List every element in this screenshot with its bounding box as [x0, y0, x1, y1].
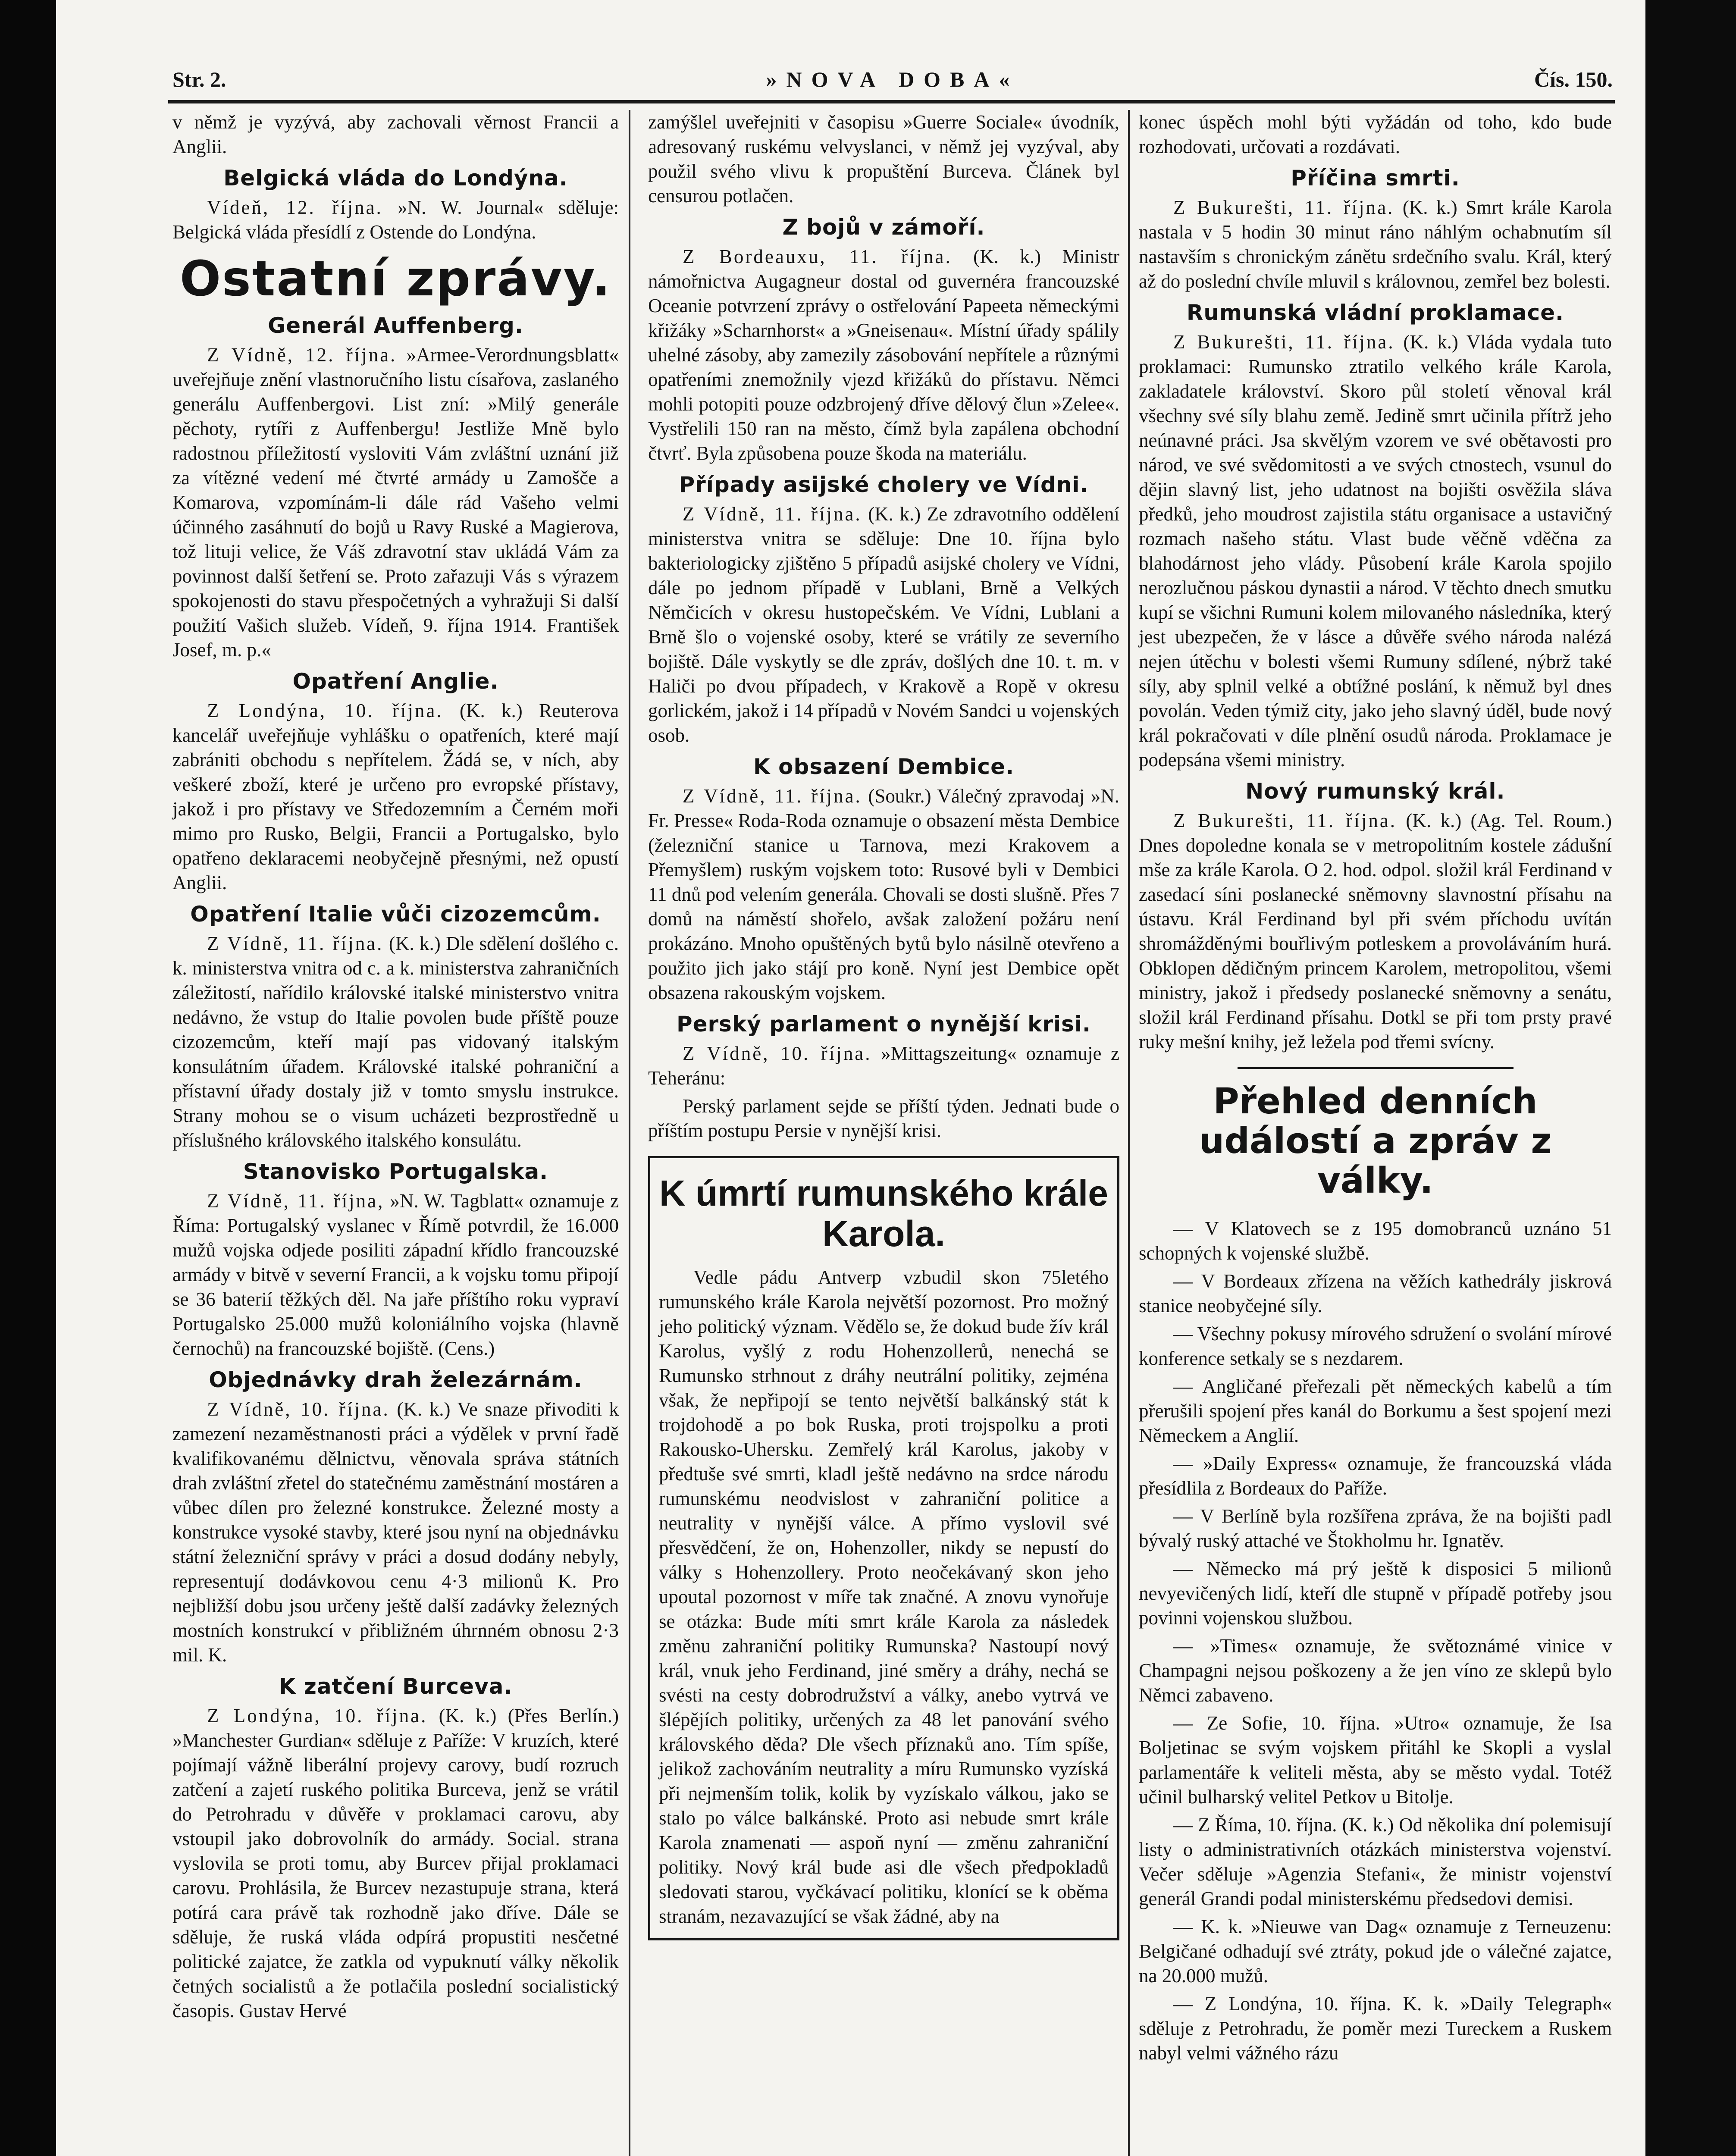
article-text: Z Vídně, 12. října. »Armee-Verordnungsblatt« uveřejňuje znění vlastnoručního listu císařova, zaslaného generálu Auffenbergovi. List zní: »Milý generále pěchoty, rytíři z Auffenbergu! Jestliže Mně bylo radostnou příležitostí vysloviti Vám zvláštní uznání již za vítězné vedení mé čtvrté armády u Zamošče a Komarova, vzpomínám-li dále rád Vašeho velmi účinného zasáhnutí do bojů u Ravy Ruské a Magierova, tož lituji velice, že Váš zdravotní stav ukládá Vám za povinnost další šetření se. Proto zařazuji Vás s výrazem spokojenosti do stavu přespočetných a vyhražuji Si další použití Vašich služeb. Vídeň, 9. října 1914. František Josef, m. p.« [172, 344, 619, 661]
dateline: Z Vídně, 10. října. [207, 1398, 390, 1420]
article-heading: Nový rumunský král. [1245, 779, 1505, 804]
article-text: Z Vídně, 11. října. (K. k.) Dle sdělení došlého c. k. ministerstva vnitra od c. a k. ministerstva zahraničních záležitostí, nařídilo královské italské ministerstvo vnitra nedávno, že vstup do Italie povolen bude příště pouze cizozemcům, kteří mají pas vidovaný italským konsulátním úřadem. Královské italské pohraniční a přístavní úřady dostaly již v tomto smyslu instrukce. Strany mohou se o visum ucházeti bezprostředně u příslušného královského italského konsulátu. [172, 933, 619, 1151]
article-text: Z Vídně, 11. října. (Soukr.) Válečný zpravodaj »N. Fr. Presse« Roda-Roda oznamuje o obsazení města Dembice (železniční stanice u Tarnova, mezi Krakovem a Přemyšlem) ruským vojskem toto: Rusové byli v Dembici 11 dnů pod velením generála. Chovali se dosti slušně. Přes 7 domů na náměstí shořelo, avšak založení požáru není prokázáno. Mnoho opuštěných bytů bylo násilně otevřeno a použito jich jako stájí pro koně. Nyní jest Dembice opět obsazena rakouským vojskem. [648, 785, 1119, 1003]
news-item: — »Daily Express« oznamuje, že francouzská vláda přesídlila z Bordeaux do Paříže. [1139, 1453, 1612, 1499]
header-rule [168, 100, 1615, 103]
newspaper-title: »NOVA DOBA« [766, 67, 1019, 91]
section-title: Přehled denních událostí a zpráv z války. [1199, 1081, 1552, 1201]
dateline: Z Vídně, 11. října. [683, 503, 862, 525]
dateline: Z Bordeauxu, 11. října. [683, 246, 952, 267]
feature-article-box [648, 1156, 1119, 1940]
article-continuation: zamýšlel uveřejniti v časopisu »Guerre Sociale« úvodník, adresovaný ruskému velvyslanci, v němž jej vyzýval, aby použil svého vlivu k propuštění Burceva. Článek byl censurou potlačen. [648, 111, 1119, 207]
column-divider [629, 110, 630, 2156]
article-text: Vedle pádu Antverp vzbudil skon 75letého rumunského krále Karola největší pozornost. Pro možný jeho politický význam. Vědělo se, že dokud bude žív král Karolus, vyšlý z rodu Hohenzollerů, nenechá se Rumunsko strhnout z dráhy neutrální politiky, zejména však, že nepřipojí se tento největší balkánský stát k trojdohodě a po bok Ruska, proti trojspolku a proti Rakousko-Uhersku. Zemřelý král Karolus, jakoby v předtuše své smrti, kladl ještě nedávno na srdce národu rumunskému neodvislost v zahraniční politice a neutrality v nynější válce. A přímo vyslovil své přesvědčení, že on, Hohenzoller, nikdy se nepustí do války s Hohenzollery. Proto neočekávaný skon jeho upoutal pozornost v míře tak značné. A znovu vynořuje se otázka: Bude míti smrt krále Karola za následek změnu zahraniční politiky Rumunska? Nastoupí nový král, vnuk jeho Ferdinand, jiné směry a dráhy, nechá se svésti na cesty dobrodružství a války, anebo vytrvá ve šlépějích politiky, určených za 48 let panování svého královského děda? Dle všech příznaků ano. Tím spíše, jelikož zachováním neutrality a míru Rumunsko vyzíská při nejmenším tolik, kolik by vyzískalo válkou, jako se stalo po válce balkánské. Proto asi nebude smrt krále Karola znamenati — aspoň nyní — změnu zahraniční politiky. Nový král bude asi dle všech předpokladů sledovati starou, vyčkávací politiku, klonící se k oběma stranám, nezavazující se však žádné, aby na [659, 1266, 1109, 1927]
article-text: Z Vídně, 10. října. »Mittagszeitung« oznamuje z Teheránu: [648, 1043, 1119, 1089]
article-heading: Objednávky drah železárnám. [209, 1367, 583, 1392]
article-text: Z Vídně, 11. října. (K. k.) Ze zdravotního oddělení ministerstva vnitra se sděluje: Dne 10. října bylo bakteriologicky zjištěno 5 případů asijské cholery ve Vídni, dále po jednom případě v Lublani, Brně a Velkých Němčicích v okresu hustopečském. Ve Vídni, Lublani a Brně šlo o vojenské osoby, které se vrátily ze severního bojiště. Dále vyskytly se dle zpráv, došlých dne 10. t. m. v Haliči po dvou případech, v Krakově a Ropě v okresu gorlickém, jakož i 14 případů v Novém Sandci u vojenských osob. [648, 503, 1119, 746]
column-divider [1128, 110, 1130, 2156]
article-continuation: v němž je vyzývá, aby zachovali věrnost Francii a Anglii. [172, 111, 619, 157]
dateline: Z Londýna, 10. října. [207, 1705, 428, 1727]
article-text: Z Bukurešti, 11. října. (K. k.) Vláda vydala tuto proklamaci: Rumunsko ztratilo velkého krále Karola, zakladatele království. Skoro půl století věnoval král všechny své síly blahu země. Jedině smrt učinila přítrž jeho neúnavné práci. Jsa skvělým vzorem ve své obětavosti pro národ, ve své svědomitosti a ve svých ctnostech, vsunul do dějin slavný list, jeho udatnost na bojišti osvěžila sláva předků, jeho moudrost zajistila státu organisace a ustavičný rozmach našeho státu. Vlast bude věčně vděčna za blahodárnost jeho vlády. Působení krále Karola spojilo nerozlučnou páskou dynastii a národ. V těchto dnech smutku kupí se všichni Rumuni kolem milovaného následníka, který jest ubezpečen, že v lásce a důvěře svého národa nalézá nejen útěchu v bolesti všemi Rumuny sdílené, nýbrž také síly, aby splnil velké a obtížné poslání, k němuž byl dnes povolán. Veden týmiž city, jako jeho slavný úděl, bude nový král pokračovati v díle plnění osudů národa. Proklamace je podepsána všemi ministry. [1139, 331, 1612, 771]
article-text: Z Bordeauxu, 11. října. (K. k.) Ministr námořnictva Augagneur dostal od guvernéra francouzské Oceanie potvrzení zprávy o ostřelování Papeeta německými křižáky »Scharnhorst« a »Gneisenau«. Místní úřady spálily uhelné zásoby, aby zamezily zásobování nepřítele a různými opatřeními znemožnily vjezd křižáků do přístavu. Němci mohli potopiti pouze odzbrojený dříve dělový člun »Zelee«. Vystřelili 150 ran na město, čímž byla zapálena obchodní čtvrť. Byla způsobena pouze škoda na materiálu. [648, 246, 1119, 464]
article-heading: Stanovisko Portugalska. [243, 1159, 548, 1184]
page-header [172, 67, 1613, 97]
article-text: Vídeň, 12. října. »N. W. Journal« sděluje: Belgická vláda přesídlí z Ostende do Londýna. [172, 197, 619, 243]
news-item: — K. k. »Nieuwe van Dag« oznamuje z Terneuzenu: Belgičané odhadují své ztráty, pokud jde o válečné zajatce, na 20.000 mužů. [1139, 1916, 1612, 1987]
article-heading: Z bojů v zámoří. [782, 215, 985, 240]
article-heading: K zatčení Burceva. [279, 1674, 513, 1699]
dateline: Z Vídně, 11. října, [207, 1190, 385, 1212]
article-continuation: konec úspěch mohl býti vyžádán od toho, kdo bude rozhodovati, určovati a rozdávati. [1139, 111, 1612, 157]
dateline: Z Vídně, 11. října. [207, 933, 384, 954]
article-text: Perský parlament sejde se příští týden. Jednati bude o příštím postupu Persie v nynější krisi. [648, 1095, 1119, 1141]
news-item: — Z Londýna, 10. října. K. k. »Daily Telegraph« sděluje z Petrohradu, že poměr mezi Tureckem a Ruskem nabyl velmi vážného rázu [1139, 1993, 1612, 2064]
column-2 [648, 110, 1119, 1949]
page-number: Str. 2. [172, 67, 226, 91]
dateline: Z Vídně, 11. října. [683, 785, 862, 807]
column-1 [172, 110, 619, 2027]
article-heading: Příčina smrti. [1291, 166, 1460, 191]
section-divider [1238, 1067, 1514, 1069]
dateline: Vídeň, 12. října. [207, 197, 383, 218]
article-heading: Generál Auffenberg. [268, 313, 523, 338]
article-text: Z Vídně, 11. října, »N. W. Tagblatt« oznamuje z Říma: Portugalský vyslanec v Římě potvrdil, že 16.000 mužů vojska odjede posiliti západní křídlo francouzské armády v bitvě v severní Francii, a k vojsku tomu připojí se 36 baterií těžkých děl. Na jaře příštího roku vypraví Portugalsko 25.000 mužů koloniálního vojska (hlavně černochů) na francouzské bojiště. (Cens.) [172, 1190, 619, 1359]
article-text: Z Londýna, 10. října. (K. k.) Reuterova kancelář uveřejňuje vyhlášku o opatřeních, které mají zabrániti obchodu s nepřítelem. Žádá se, v ních, aby veškeré zboží, které je určeno pro evropské přístavy, jakož i pro přístavy ve Středozemním a Černém moři mimo pro Rusko, Belgii, Francii a Portugalsko, bylo opatřeno deklaracemi neobyčejně přesnými, než opustí Anglii. [172, 700, 619, 893]
article-heading: Belgická vláda do Londýna. [223, 166, 568, 191]
dateline: Z Londýna, 10. října. [207, 700, 443, 721]
news-item: — Z Říma, 10. října. (K. k.) Od několika dní polemisují listy o administrativních otázkách ministerstva vojenství. Večer sděluje »Agenzia Stefani«, že ministr vojenství generál Grandi podal ministerskému předsedovi demisi. [1139, 1814, 1612, 1909]
article-heading: Opatření Anglie. [292, 669, 499, 694]
dateline: Z Vídně, 12. října. [207, 344, 397, 366]
feature-title: K úmrtí rumunského krále Karola. [659, 1173, 1108, 1254]
news-item: — V Klatovech se z 195 domobranců uznáno 51 schopných k vojenské službě. [1139, 1218, 1612, 1264]
section-title: Ostatní zprávy. [179, 251, 612, 307]
article-heading: K obsazení Dembice. [753, 754, 1014, 779]
article-text: Z Vídně, 10. října. (K. k.) Ve snaze přivoditi k zamezení nezaměstnanosti práci a výdělek v první řadě kvalifikovanému dělnictvu, věnovala správa státních drah zvláštní zřetel do statečnému zaměstnání mostáren a vůbec dílen pro železné konstrukce. Železné mosty a konstrukce vysoké stavby, které jsou nyní na objednávku státní železniční správy v práci a dosud dodány nebyly, representují dodávkovou cenu 4·3 milionů K. Pro nejbližší dobu jsou určeny ještě další zadávky železných mostních konstrukcí v přibližném úhrnném obnosu 2·3 mil. K. [172, 1398, 619, 1666]
news-item: — Angličané přeřezali pět německých kabelů a tím přerušili spojení přes kanál do Borkumu a šest spojení mezi Německem a Anglií. [1139, 1376, 1612, 1446]
news-item: — Německo má prý ještě k disposici 5 milionů nevyevičených lidí, kteří dle stupně v případě potřeby jsou povinni vojenskou službou. [1139, 1558, 1612, 1629]
news-item: — Ze Sofie, 10. října. »Utro« oznamuje, že Isa Boljetinac se svým vojskem přitáhl ke Skopli a vyslal parlamentáře k veliteli města, aby se město vydal. Totéž učinil bulharský velitel Petkov u Bitolje. [1139, 1712, 1612, 1808]
dateline: Z Bukurešti, 11. října. [1173, 331, 1395, 353]
news-item: — V Berlíně byla rozšířena zpráva, že na bojišti padl bývalý ruský attaché ve Štokholmu hr. Ignatěv. [1139, 1505, 1612, 1551]
issue-number: Čís. 150. [1534, 67, 1613, 91]
news-item: — Všechny pokusy mírového sdružení o svolání mírové konference setkaly se s nezdarem. [1139, 1323, 1612, 1369]
dateline: Z Bukurešti, 11. října. [1173, 197, 1394, 218]
scan-border-left [0, 0, 56, 2156]
column-3 [1139, 110, 1612, 2069]
article-text: Z Bukurešti, 11. října. (K. k.) (Ag. Tel. Roum.) Dnes dopoledne konala se v metropolitním kostele zádušní mše za krále Karola. O 2. hod. odpol. složil král Ferdinand v zasedací síni poslanecké sněmovny slavnostní přísahu na ústavu. Král Ferdinand byl při svém příchodu uvítán shromážděnými bouřlivým potleskem a provoláváním hurá. Obklopen dědičným princem Karolem, metropolitou, všemi ministry, jakož i předsedy poslanecké sněmovny a senátu, složil král Ferdinand přísahu. Dotkl se při tom prsty pravé ruky mešní knihy, jež ležela pod třemi svícny. [1139, 810, 1612, 1053]
article-text: Z Bukurešti, 11. října. (K. k.) Smrt krále Karola nastala v 5 hodin 30 minut ráno náhlým ochabnutím síl nastavším s chronickým zánětu srdečního svalu. Král, který až do poslední chvíle mluvil s královnou, zemřel bez bolesti. [1139, 197, 1612, 292]
scan-border-right [1645, 0, 1736, 2156]
article-text: Z Londýna, 10. října. (K. k.) (Přes Berlín.) »Manchester Gurdian« sděluje z Paříže: V kruzích, které pojímají vážně liberální projevy carovy, budí rozruch zatčení a zajetí ruského politika Burceva, jenž se vrátil do Petrohradu v důvěře v proklamaci carovu, aby vstoupil jako dobrovolník do armády. Social. strana vyslovila se proti tomu, aby Burcev přijal proklamaci carovu. Prohlásila, že Burcev nezastupuje strana, která potírá cara právě tak rozhodně jako dříve. Dále se sděluje, že ruská vláda odpírá propustiti nesčetné politické zajatce, že zatkla od vypuknutí války několik četných socialistů a že potlačila poslední socialistický časopis. Gustav Hervé [172, 1705, 619, 2021]
news-item: — »Times« oznamuje, že světoznámé vinice v Champagni nejsou poškozeny a že jen víno ze sklepů bylo Němci zabaveno. [1139, 1635, 1612, 1706]
article-heading: Opatření Italie vůči cizozemcům. [190, 902, 601, 927]
dateline: Z Vídně, 10. října. [683, 1043, 872, 1064]
article-heading: Případy asijské cholery ve Vídni. [679, 472, 1089, 497]
dateline: Z Bukurešti, 11. října. [1173, 810, 1397, 831]
news-item: — V Bordeaux zřízena na věžích kathedrály jiskrová stanice neobyčejné síly. [1139, 1270, 1612, 1316]
article-heading: Perský parlament o nynější krisi. [676, 1012, 1091, 1037]
article-heading: Rumunská vládní proklamace. [1186, 300, 1564, 325]
